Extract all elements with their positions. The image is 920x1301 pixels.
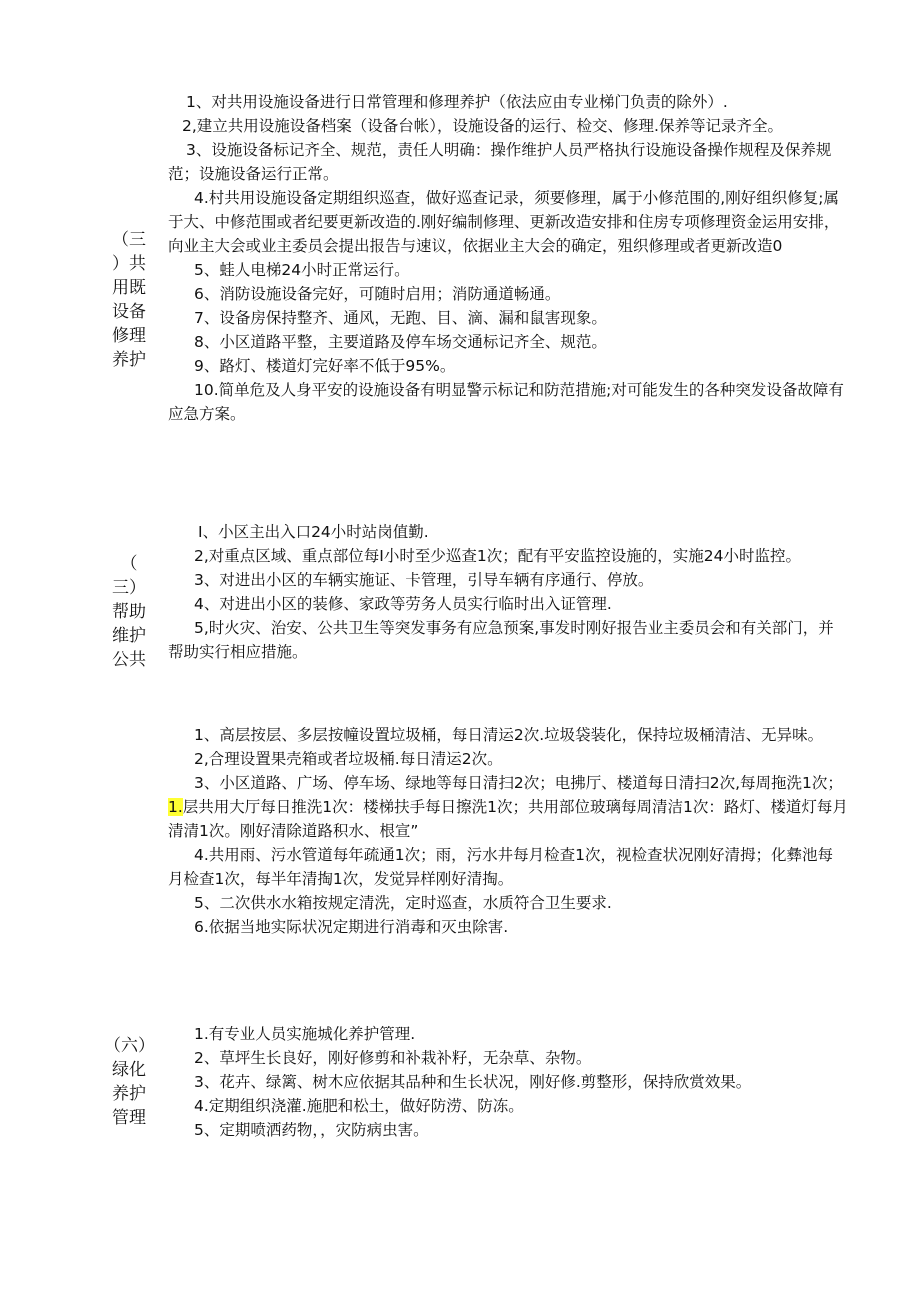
label-line: ）共 — [112, 254, 146, 274]
label-line: 绿化 — [112, 1060, 146, 1080]
item-text: 3、小区道路、广场、停车场、绿地等每日清扫2次；电拂厅、楼道每日清扫2次,每周拖洗1次； — [194, 774, 843, 792]
section-label — [104, 1034, 154, 1130]
list-item: 3、对进出小区的车辆实施证、卡管理，引导车辆有序通行、停放。 — [194, 571, 654, 589]
list-item: 2,建立共用设施设备档案（设备台帐），设施设备的运行、检交、修理.保养等记录齐全。 — [182, 117, 783, 135]
list-item: 10.简单危及人身平安的设施设备有明显警示标记和防范措施;对可能发生的各种突发设备故障有应急方案。 — [168, 381, 844, 423]
section-label — [104, 228, 154, 372]
list-item: 4、对进出小区的装修、家政等劳务人员实行临时出入证管理. — [194, 595, 612, 613]
list-item: 6、消防设施设备完好，可随时启用；消防通道畅通。 — [194, 285, 561, 303]
label-line: 公共 — [112, 650, 146, 670]
list-item: 7、设备房保持整齐、通风，无跑、目、滴、漏和鼠害现象。 — [194, 309, 607, 327]
highlight-mark: 1. — [168, 798, 183, 816]
list-item: 1、高层按层、多层按幢设置垃圾桶，每日清运2次.垃圾袋装化，保持垃圾桶清洁、无异味。 — [194, 726, 824, 744]
item-text: 层共用大厅每日推洗1次：楼梯扶手每日擦洗1次；共用部位玻璃每周清洁1次：路灯、楼道灯每月清清1次。刚好清除道路积水、根宣” — [168, 798, 848, 840]
section-content — [168, 723, 848, 939]
label-line: （ — [120, 554, 138, 574]
list-item: 2,合理设置果壳箱或者垃圾桶.每日清运2次。 — [194, 750, 503, 768]
list-item — [168, 771, 848, 843]
label-line: （六） — [104, 1036, 155, 1056]
label-line: 养护 — [112, 350, 146, 370]
label-line: 养护 — [112, 1084, 146, 1104]
list-item: I、小区主出入口24小时站岗值勤. — [198, 523, 429, 541]
list-item: 2,对重点区域、重点部位每I小时至少巡查1次；配有平安监控设施的，实施24小时监控。 — [194, 547, 801, 565]
label-line: 设备 — [112, 302, 146, 322]
list-item: 5、定期喷洒药物，，灾防病虫害。 — [194, 1121, 429, 1139]
list-item: 8、小区道路平整，主要道路及停车场交通标记齐全、规范。 — [194, 333, 607, 351]
list-item: 2、草坪生长良好，刚好修剪和补栽补籽，无杂草、杂物。 — [194, 1049, 592, 1067]
list-item: 4.定期组织浇灌.施肥和松土，做好防涝、防冻。 — [194, 1097, 524, 1115]
list-item: 4.村共用设施设备定期组织巡查，做好巡查记录，须要修理，属于小修范围的,刚好组织修复;属于大、中修范围或者纪要更新改造的.刚好编制修理、更新改造安排和住房专项修理资金运用安排，向业主大会或业主委员会提出报告与速议，依据业主大会的确定，殂织修理或者更新改造0 — [168, 189, 840, 255]
list-item: 3、花卉、绿篱、树木应依据其品种和生长状况，刚好修.剪整形，保持欣赏效果。 — [194, 1073, 752, 1091]
label-line: （三 — [112, 230, 146, 250]
label-line: 维护 — [112, 626, 146, 646]
label-line: 修理 — [112, 326, 146, 346]
label-line: 用既 — [112, 278, 146, 298]
list-item: 6.依据当地实际状况定期进行消毒和灭虫除害. — [194, 918, 509, 936]
list-item: 9、路灯、楼道灯完好率不低于95%。 — [194, 357, 456, 375]
section-content — [168, 90, 848, 426]
list-item: 3、设施设备标记齐全、规范，责任人明确：操作维护人员严格执行设施设备操作规程及保养规范；设施设备运行正常。 — [168, 141, 832, 183]
list-item: 1.有专业人员实施城化养护管理. — [194, 1025, 416, 1043]
list-item: 1、对共用设施设备进行日常管理和修理养护（依法应由专业梯门负责的除外）. — [186, 93, 728, 111]
list-item: 5,时火灾、治安、公共卫生等突发事务有应急预案,事发时刚好报告业主委员会和有关部门，并帮助实行相应措施。 — [168, 619, 834, 661]
label-line: 三） — [112, 578, 146, 598]
section-label — [104, 552, 154, 672]
list-item: 5、蛙人电梯24小时正常运行。 — [194, 261, 410, 279]
label-line: 帮助 — [112, 602, 146, 622]
list-item: 5、二次供水水箱按规定清洗，定时巡查，水质符合卫生要求. — [194, 894, 612, 912]
label-line: 管理 — [112, 1108, 146, 1128]
section-content — [168, 1022, 848, 1142]
list-item: 4.共用雨、污水管道每年疏通1次；雨，污水井每月检查1次，视检查状况刚好清拇；化彝池每月检查1次，每半年清掏1次，发觉异样刚好清掏。 — [168, 846, 834, 888]
section-content — [168, 520, 848, 664]
